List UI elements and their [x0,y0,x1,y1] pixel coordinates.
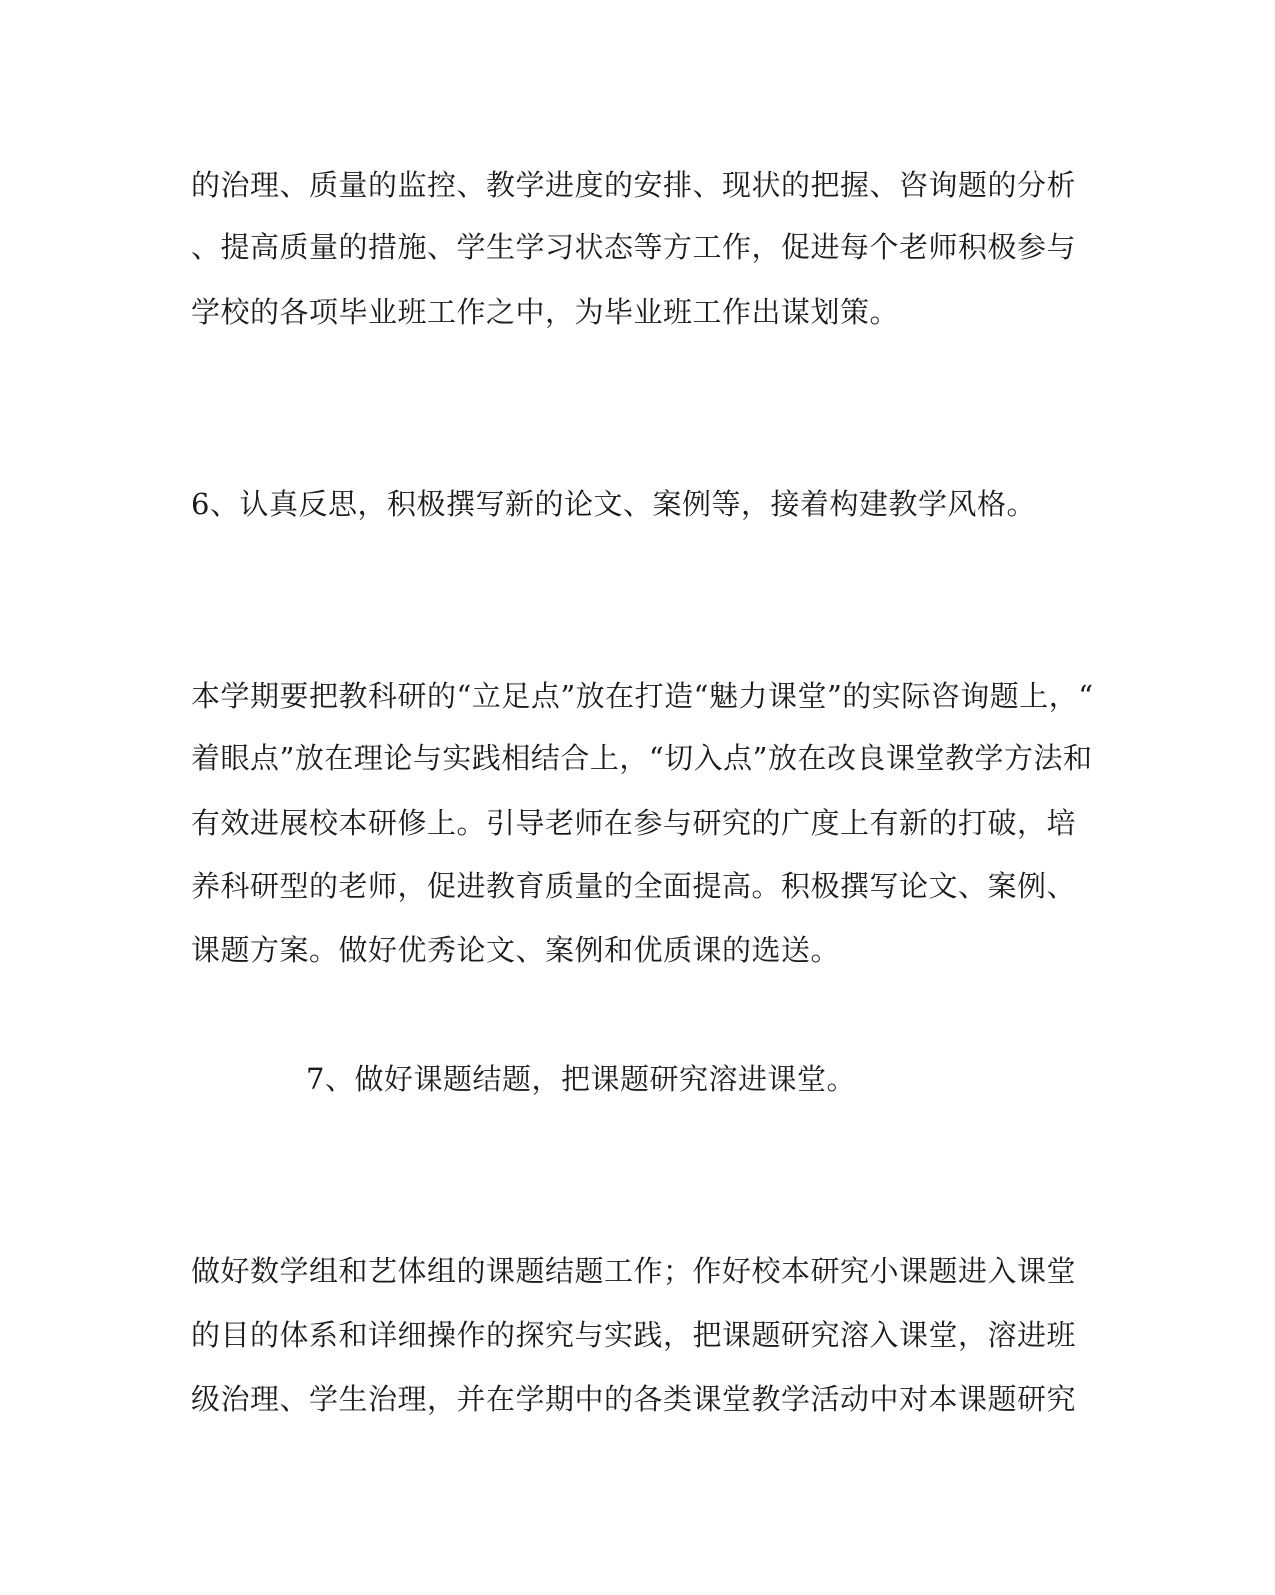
paragraph-3-line-2: 的目的体系和详细操作的探究与实践，把课题研究溶入课堂，溶进班 [191,1318,1077,1352]
paragraph-2-line-5: 课题方案。做好优秀论文、案例和优质课的选送。 [191,933,841,967]
paragraph-1-line-3: 学校的各项毕业班工作之中，为毕业班工作出谋划策。 [191,295,900,329]
paragraph-1-line-2: 、提高质量的措施、学生学习状态等方工作，促进每个老师积极参与 [191,230,1077,264]
paragraph-2-line-2: 着眼点”放在理论与实践相结合上，“切入点”放在改良课堂教学方法和 [191,741,1093,775]
paragraph-2-line-1: 本学期要把教科研的“立足点”放在打造“魅力课堂”的实际咨询题上，“ [191,679,1094,713]
paragraph-1-line-1: 的治理、质量的监控、教学进度的安排、现状的把握、咨询题的分析 [191,168,1077,202]
paragraph-2-line-3: 有效进展校本研修上。引导老师在参与研究的广度上有新的打破，培 [191,806,1077,840]
paragraph-3-line-1: 做好数学组和艺体组的课题结题工作；作好校本研究小课题进入课堂 [191,1254,1077,1288]
section-heading-7: 7、做好课题结题，把课题研究溶进课堂。 [306,1062,856,1096]
section-heading-6: 6、认真反思，积极撰写新的论文、案例等，接着构建教学风格。 [191,487,1036,521]
paragraph-3-line-3: 级治理、学生治理，并在学期中的各类课堂教学活动中对本课题研究 [191,1382,1077,1416]
paragraph-2-line-4: 养科研型的老师，促进教育质量的全面提高。积极撰写论文、案例、 [191,869,1077,903]
